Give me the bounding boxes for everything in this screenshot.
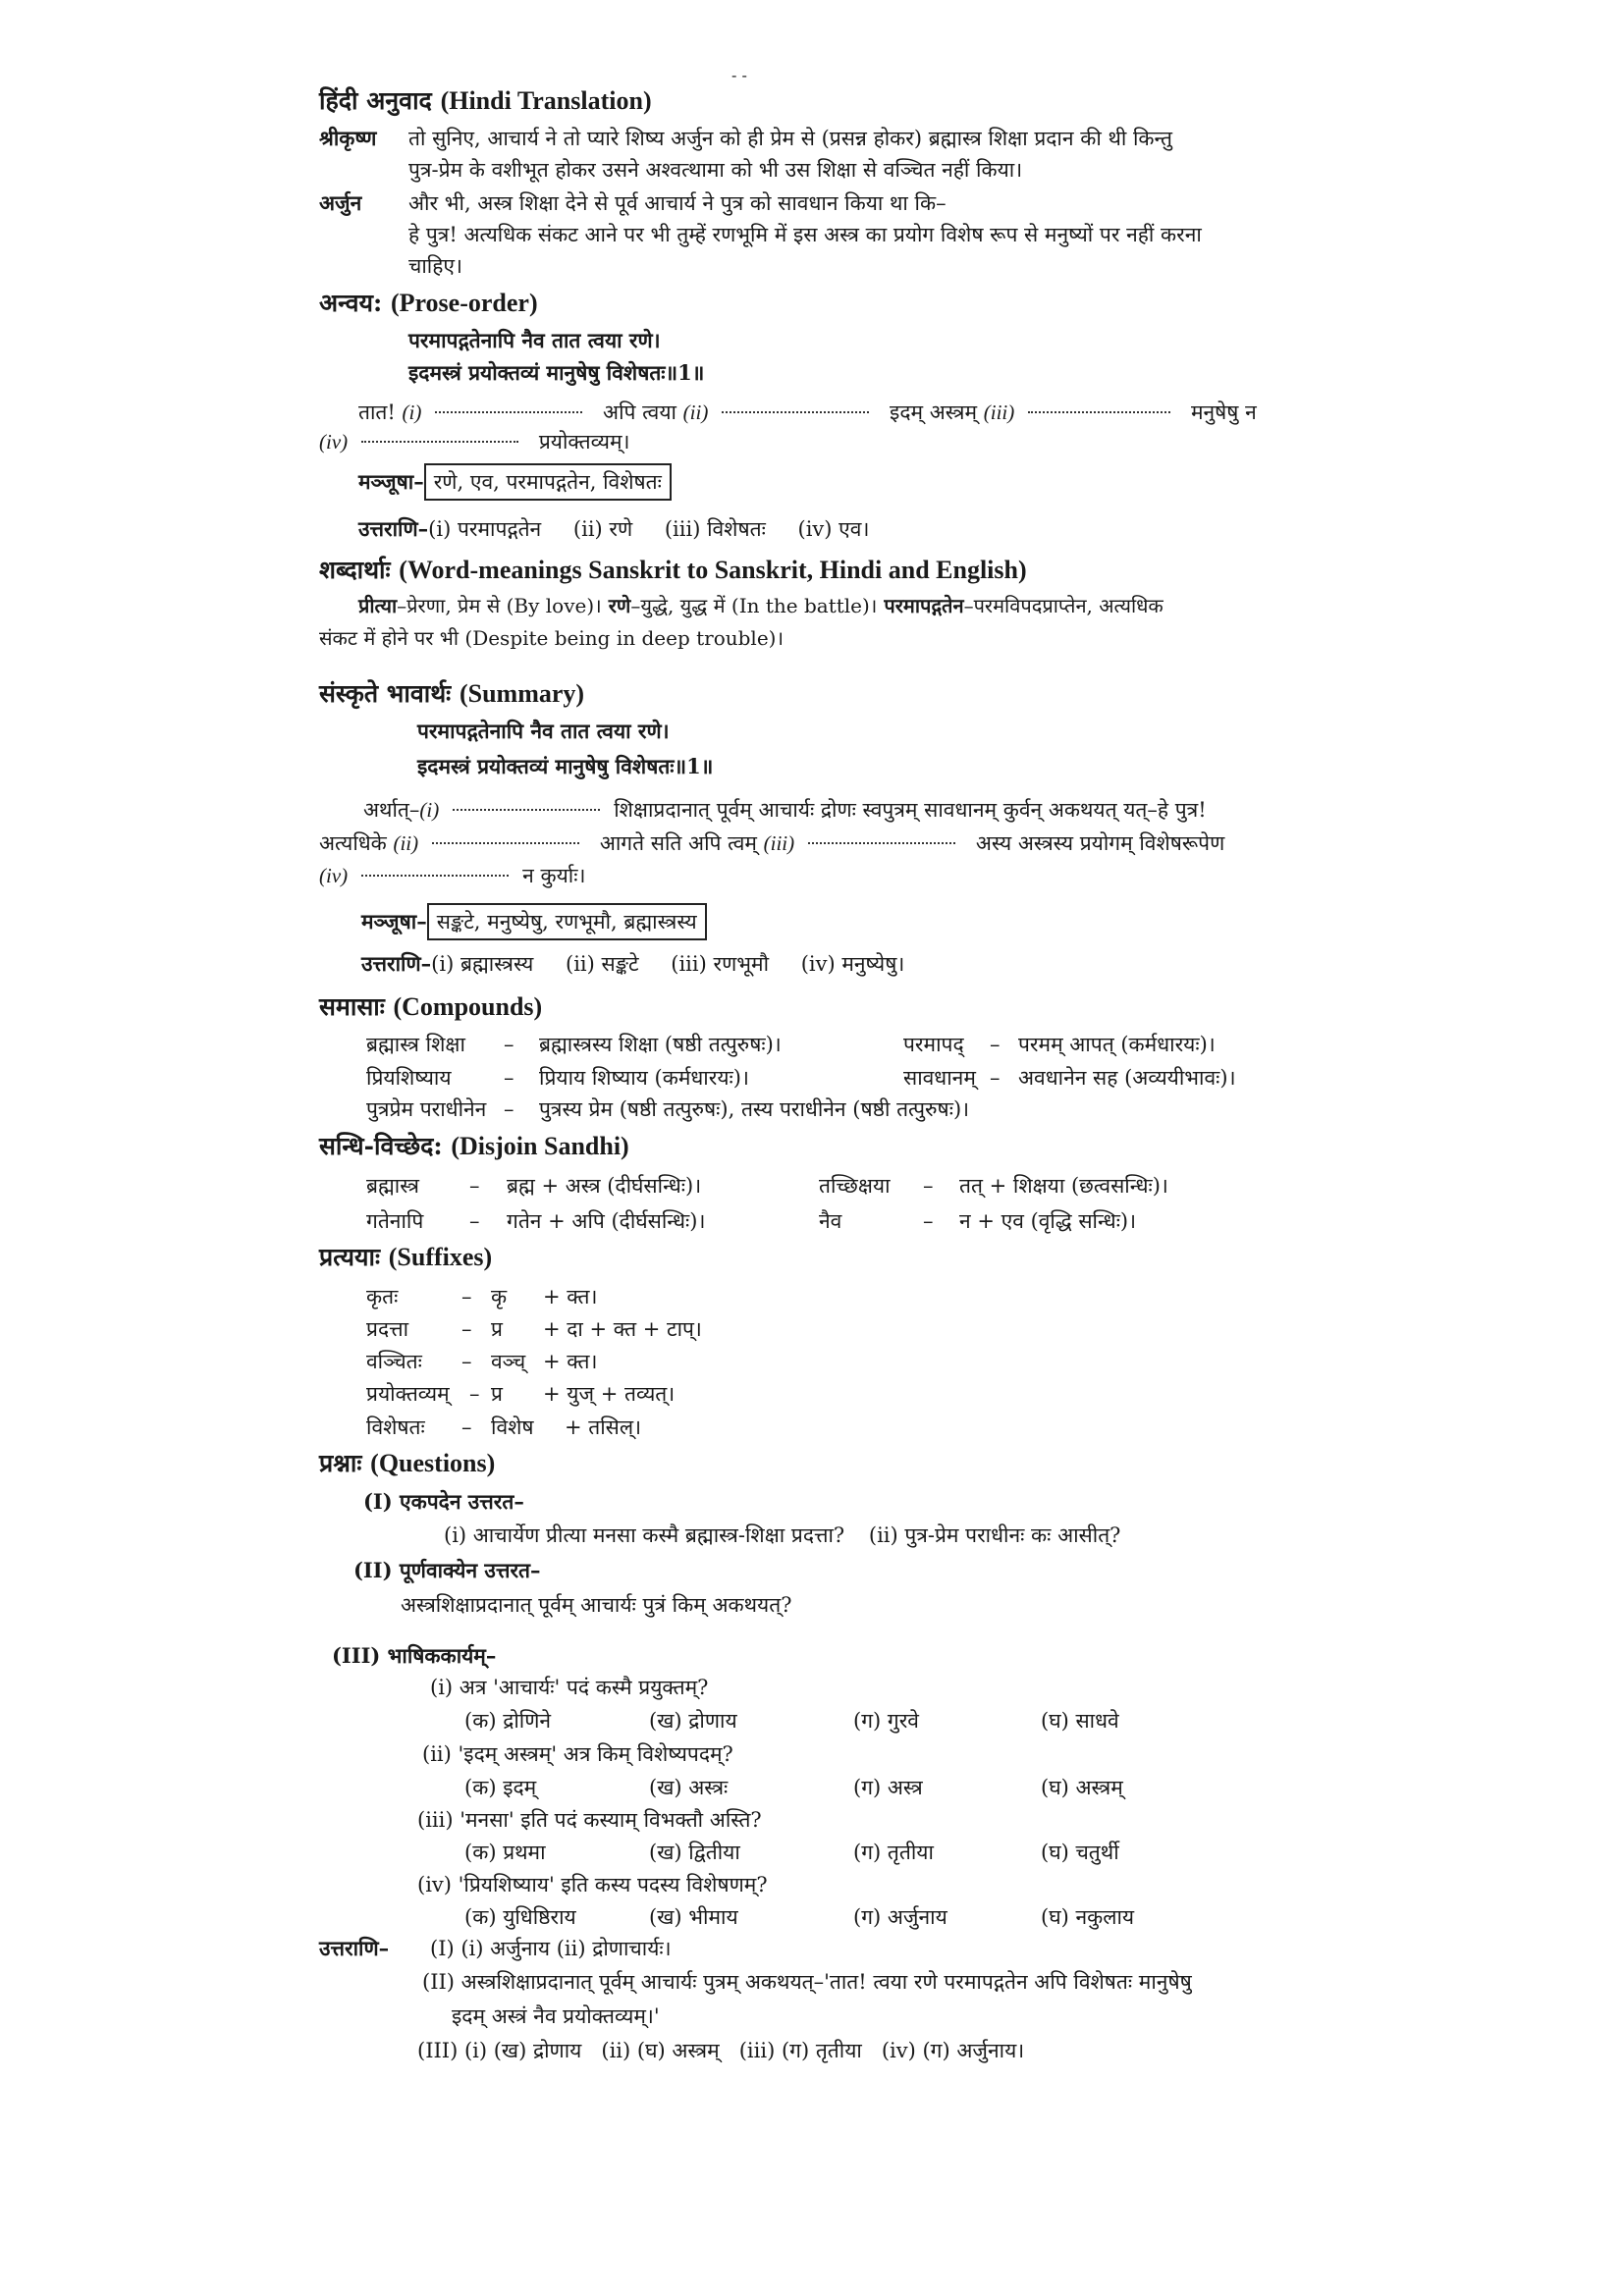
heading-en: (Suffixes) bbox=[388, 1243, 493, 1271]
expansion: ब्रह्मास्त्रस्य शिक्षा (षष्ठी तत्पुरुषः)। bbox=[539, 1033, 782, 1056]
answer: (ii) रणे bbox=[572, 517, 633, 541]
blank-label: (iv) bbox=[319, 430, 349, 454]
answers-label: उत्तराणि– bbox=[319, 1936, 390, 1960]
expansion: प्रियाय शिष्याय (कर्मधारयः)। bbox=[539, 1066, 749, 1090]
mcq-option: (ग) अर्जुनाय bbox=[853, 1905, 947, 1929]
mcq-option: (क) द्रोणिने bbox=[464, 1709, 552, 1733]
heading-hi: शब्दार्थाः bbox=[319, 556, 391, 584]
compounds-heading bbox=[319, 992, 542, 1022]
question-part-label: (I) एकपदेन उत्तरत– bbox=[363, 1489, 524, 1514]
heading-hi: सन्धि-विच्छेद: bbox=[319, 1132, 443, 1160]
answers-label: उत्तराणि– bbox=[358, 516, 429, 541]
expansion: पुत्रस्य प्रेम (षष्ठी तत्पुरुषः), तस्य पराधीनेन (षष्ठी तत्पुरुषः)। bbox=[539, 1097, 970, 1121]
blank-label: (i) bbox=[419, 798, 440, 822]
dash: – bbox=[461, 1350, 472, 1373]
heading-en: (Summary) bbox=[459, 679, 585, 708]
questions-heading bbox=[319, 1449, 495, 1478]
answer-line: (III) (i) (ख) द्रोणाय (ii) (घ) अस्त्रम् (iii) (ग) तृतीया (iv) (ग) अर्जुनाय। bbox=[417, 2039, 1025, 2062]
mcq-question: (iii) 'मनसा' इति पदं कस्याम् विभक्तौ अस्ति? bbox=[417, 1808, 762, 1832]
blank bbox=[435, 398, 582, 413]
mcq-option: (घ) अस्त्रम् bbox=[1041, 1776, 1123, 1799]
dash: – bbox=[923, 1174, 934, 1198]
text: तात! bbox=[358, 400, 396, 424]
heading-hi: संस्कृते भावार्थः bbox=[319, 679, 452, 708]
text: अत्यधिके bbox=[319, 831, 387, 855]
term: प्रियशिष्याय bbox=[366, 1066, 452, 1090]
blank-label: (i) bbox=[402, 400, 422, 424]
answer-line: (I) (i) अर्जुनाय (ii) द्रोणाचार्यः। bbox=[430, 1937, 672, 1960]
blank bbox=[361, 427, 518, 443]
answer: (iii) रणभूमौ bbox=[671, 952, 770, 976]
answer: (iii) विशेषतः bbox=[664, 517, 766, 541]
manjusha bbox=[358, 463, 672, 501]
heading-en: (Compounds) bbox=[393, 992, 543, 1021]
dash: – bbox=[469, 1382, 480, 1406]
blank bbox=[361, 861, 509, 877]
blank bbox=[722, 398, 869, 413]
text: अपि त्वया bbox=[603, 400, 676, 424]
mcq-option: (ख) द्रोणाय bbox=[649, 1709, 737, 1733]
text: इदम् अस्त्रम् bbox=[890, 400, 978, 424]
blank-label: (iii) bbox=[983, 400, 1015, 424]
expansion: परमम् आपत् (कर्मधारयः)। bbox=[1018, 1033, 1216, 1056]
answer: (i) परमापद्गतेन bbox=[428, 517, 542, 541]
meaning: –युद्धे, युद्ध में (In the battle)। bbox=[630, 594, 878, 617]
suffixes-heading bbox=[319, 1243, 492, 1272]
term: प्रदत्ता bbox=[366, 1317, 409, 1341]
text: प्रयोक्तव्यम्। bbox=[538, 430, 630, 454]
blank bbox=[808, 828, 955, 844]
answers-line bbox=[361, 949, 904, 979]
answer: (i) ब्रह्मास्त्रस्य bbox=[431, 952, 534, 976]
fill-blank-line bbox=[319, 828, 1224, 858]
term: ब्रह्मास्त्र शिक्षा bbox=[366, 1033, 465, 1056]
blank bbox=[1028, 398, 1170, 413]
fill-blank-line bbox=[319, 427, 630, 456]
term: पुत्रप्रेम पराधीनेन bbox=[366, 1097, 487, 1121]
summary-heading bbox=[319, 679, 584, 709]
term: सावधानम् bbox=[903, 1066, 976, 1090]
term: रणे bbox=[601, 594, 631, 617]
term: परमापद्गतेन bbox=[877, 594, 964, 617]
answer: (iv) मनुष्येषु। bbox=[800, 952, 905, 976]
heading-en: (Hindi Translation) bbox=[440, 86, 652, 115]
mcq-option: (ख) द्वितीया bbox=[649, 1841, 740, 1864]
root: विशेष bbox=[491, 1415, 534, 1439]
verse-line: परमापद्गतेनापि नैव तात त्वया रणे। bbox=[408, 328, 661, 352]
mcq-option: (ग) अस्त्र bbox=[853, 1776, 923, 1799]
term: ब्रह्मास्त्र bbox=[366, 1174, 420, 1198]
translation-line: हे पुत्र! अत्यधिक संकट आने पर भी तुम्हें रणभूमि में इस अस्त्र का प्रयोग विशेष रूप से मनुष्यों पर नहीं करना bbox=[408, 223, 1202, 246]
split: तत् + शिक्षया (छत्वसन्धिः)। bbox=[959, 1174, 1168, 1198]
meaning: –परमविपदप्राप्तेन, अत्यधिक bbox=[963, 594, 1163, 617]
fill-blank-line bbox=[358, 398, 1257, 427]
manjusha-box: रणे, एव, परमापद्गतेन, विशेषतः bbox=[424, 463, 672, 501]
heading-en: (Disjoin Sandhi) bbox=[451, 1132, 629, 1160]
answer: (ii) सङ्कटे bbox=[566, 952, 639, 976]
heading-hi: समासाः bbox=[319, 992, 385, 1021]
term: कृतः bbox=[366, 1285, 399, 1308]
dash: – bbox=[469, 1209, 480, 1233]
text: न कुर्याः। bbox=[522, 864, 586, 887]
root: कृ bbox=[491, 1285, 508, 1308]
top-mark: - - bbox=[731, 66, 747, 84]
answer-line: (II) अस्त्रशिक्षाप्रदानात् पूर्वम् आचार्यः पुत्रम् अकथयत्–'तात! त्वया रणे परमापद्गतेन अपि विशेषतः मानुषेषु bbox=[422, 1970, 1192, 1994]
verse-line: इदमस्त्रं प्रयोक्तव्यं मानुषेषु विशेषतः॥1॥ bbox=[408, 360, 705, 385]
mcq-option: (क) इदम् bbox=[464, 1776, 537, 1799]
blank bbox=[453, 795, 600, 811]
root: प्र bbox=[491, 1317, 503, 1341]
speaker-label: अर्जुन bbox=[319, 190, 362, 215]
translation-line: चाहिए। bbox=[408, 254, 462, 278]
mcq-option: (घ) नकुलाय bbox=[1041, 1905, 1135, 1929]
text: अर्थात्– bbox=[363, 798, 420, 822]
mcq-question: (i) अत्र 'आचार्यः' पदं कस्मै प्रयुक्तम्? bbox=[430, 1676, 709, 1699]
dash: – bbox=[504, 1066, 514, 1090]
heading-en: (Prose-order) bbox=[390, 289, 538, 317]
heading-en: (Word-meanings Sanskrit to Sanskrit, Hindi and English) bbox=[399, 556, 1027, 584]
anvay-heading bbox=[319, 289, 538, 318]
dash: – bbox=[990, 1033, 1001, 1056]
dash: – bbox=[469, 1174, 480, 1198]
term: प्रीत्या bbox=[358, 594, 398, 617]
translation-line: और भी, अस्त्र शिक्षा देने से पूर्व आचार्य ने पुत्र को सावधान किया था कि– bbox=[408, 191, 947, 215]
term: विशेषतः bbox=[366, 1415, 425, 1439]
text: आगते सति अपि त्वम् bbox=[599, 831, 757, 855]
speaker-label: श्रीकृष्ण bbox=[319, 126, 377, 150]
mcq-question: (ii) 'इदम् अस्त्रम्' अत्र किम् विशेष्यपदम्? bbox=[422, 1742, 733, 1766]
mcq-option: (ग) गुरवे bbox=[853, 1709, 919, 1733]
term: वञ्चितः bbox=[366, 1350, 422, 1373]
verse-line: इदमस्त्रं प्रयोक्तव्यं मानुषेषु विशेषतः॥1॥ bbox=[417, 754, 714, 778]
blank-label: (iv) bbox=[319, 864, 349, 887]
manjusha-box: सङ्कटे, मनुष्येषु, रणभूमौ, ब्रह्मास्त्रस्य bbox=[427, 903, 707, 940]
heading-hi: अन्वय: bbox=[319, 289, 383, 317]
blank-label: (ii) bbox=[393, 831, 419, 855]
question-part-label: (III) भाषिककार्यम्– bbox=[332, 1643, 497, 1668]
dash: – bbox=[461, 1317, 472, 1341]
mcq-question: (iv) 'प्रियशिष्याय' इति कस्य पदस्य विशेषणम्? bbox=[417, 1873, 768, 1896]
term: तच्छिक्षया bbox=[819, 1174, 891, 1198]
heading-hi: हिंदी अनुवाद bbox=[319, 86, 432, 115]
dash: – bbox=[504, 1097, 514, 1121]
root: प्र bbox=[491, 1382, 503, 1406]
suffix: + दा + क्त + टाप्। bbox=[543, 1317, 702, 1341]
text: शिक्षाप्रदानात् पूर्वम् आचार्यः द्रोणः स्वपुत्रम् सावधानम् कुर्वन् अकथयत् यत्–हे पुत्र! bbox=[614, 798, 1207, 822]
heading-en: (Questions) bbox=[370, 1449, 496, 1477]
suffix: + तसिल्। bbox=[565, 1415, 642, 1439]
mcq-option: (घ) साधवे bbox=[1041, 1709, 1119, 1733]
blank bbox=[432, 828, 579, 844]
dash: – bbox=[461, 1415, 472, 1439]
question-part-label: (II) पूर्णवाक्येन उत्तरत– bbox=[353, 1558, 541, 1582]
heading-hi: प्रश्नाः bbox=[319, 1449, 362, 1477]
fill-blank-line bbox=[319, 861, 585, 890]
translation-line: तो सुनिए, आचार्य ने तो प्यारे शिष्य अर्जुन को ही प्रेम से (प्रसन्न होकर) ब्रह्मास्त्र शिक्षा प्रदान की थी किन्तु bbox=[408, 127, 1172, 150]
split: ब्रह्म + अस्त्र (दीर्घसन्धिः)। bbox=[507, 1174, 702, 1198]
mcq-option: (क) प्रथमा bbox=[464, 1841, 546, 1864]
text: मनुषेषु न bbox=[1190, 400, 1257, 424]
heading-hi: प्रत्ययाः bbox=[319, 1243, 381, 1271]
split: गतेन + अपि (दीर्घसन्धिः)। bbox=[507, 1209, 706, 1233]
answers-label: उत्तराणि– bbox=[361, 951, 432, 976]
hindi-translation-heading bbox=[319, 86, 652, 116]
manjusha-label: मञ्जूषा– bbox=[361, 909, 427, 934]
answer-line: इदम् अस्त्रं नैव प्रयोक्तव्यम्।' bbox=[452, 2004, 660, 2028]
word-meaning-line bbox=[358, 591, 1163, 620]
answer: (iv) एव। bbox=[797, 517, 870, 541]
manjusha-label: मञ्जूषा– bbox=[358, 469, 424, 494]
meaning: –प्रेरणा, प्रेम से (By love)। bbox=[397, 594, 602, 617]
mcq-option: (घ) चतुर्थी bbox=[1041, 1841, 1119, 1864]
dash: – bbox=[461, 1285, 472, 1308]
fill-blank-line bbox=[363, 795, 1207, 825]
answers-line bbox=[358, 514, 869, 544]
root: वञ्च् bbox=[491, 1350, 526, 1373]
dash: – bbox=[990, 1066, 1001, 1090]
text: अस्य अस्त्रस्य प्रयोगम् विशेषरूपेण bbox=[975, 831, 1225, 855]
mcq-option: (ख) भीमाय bbox=[649, 1905, 738, 1929]
sandhi-heading bbox=[319, 1132, 629, 1161]
term: गतेनापि bbox=[366, 1209, 424, 1233]
split: न + एव (वृद्धि सन्धिः)। bbox=[959, 1209, 1137, 1233]
word-meaning-line: संकट में होने पर भी (Despite being in deep trouble)। bbox=[319, 626, 784, 650]
term: नैव bbox=[819, 1209, 842, 1233]
suffix: + क्त। bbox=[543, 1350, 598, 1373]
term: परमापद् bbox=[903, 1033, 964, 1056]
suffix: + युज् + तव्यत्। bbox=[543, 1382, 676, 1406]
dash: – bbox=[923, 1209, 934, 1233]
suffix: + क्त। bbox=[543, 1285, 598, 1308]
question: (i) आचार्येण प्रीत्या मनसा कस्मै ब्रह्मास्त्र-शिक्षा प्रदत्ता? bbox=[444, 1523, 845, 1547]
translation-line: पुत्र-प्रेम के वशीभूत होकर उसने अश्वत्थामा को भी उस शिक्षा से वञ्चित नहीं किया। bbox=[408, 158, 1023, 182]
question: अस्त्रशिक्षाप्रदानात् पूर्वम् आचार्यः पुत्रं किम् अकथयत्? bbox=[401, 1593, 792, 1617]
dash: – bbox=[504, 1033, 514, 1056]
verse-line: परमापद्गतेनापि नैव तात त्वया रणे। bbox=[417, 719, 670, 743]
mcq-option: (ख) अस्त्रः bbox=[649, 1776, 729, 1799]
manjusha bbox=[361, 903, 707, 940]
blank-label: (ii) bbox=[682, 400, 709, 424]
question-line bbox=[444, 1521, 1120, 1550]
mcq-option: (ग) तृतीया bbox=[853, 1841, 934, 1864]
expansion: अवधानेन सह (अव्ययीभावः)। bbox=[1018, 1066, 1236, 1090]
question: (ii) पुत्र-प्रेम पराधीनः कः आसीत्? bbox=[868, 1523, 1121, 1547]
word-meanings-heading bbox=[319, 556, 1027, 585]
blank-label: (iii) bbox=[763, 831, 795, 855]
term: प्रयोक्तव्यम् bbox=[366, 1382, 450, 1406]
mcq-option: (क) युधिष्ठिराय bbox=[464, 1905, 576, 1929]
